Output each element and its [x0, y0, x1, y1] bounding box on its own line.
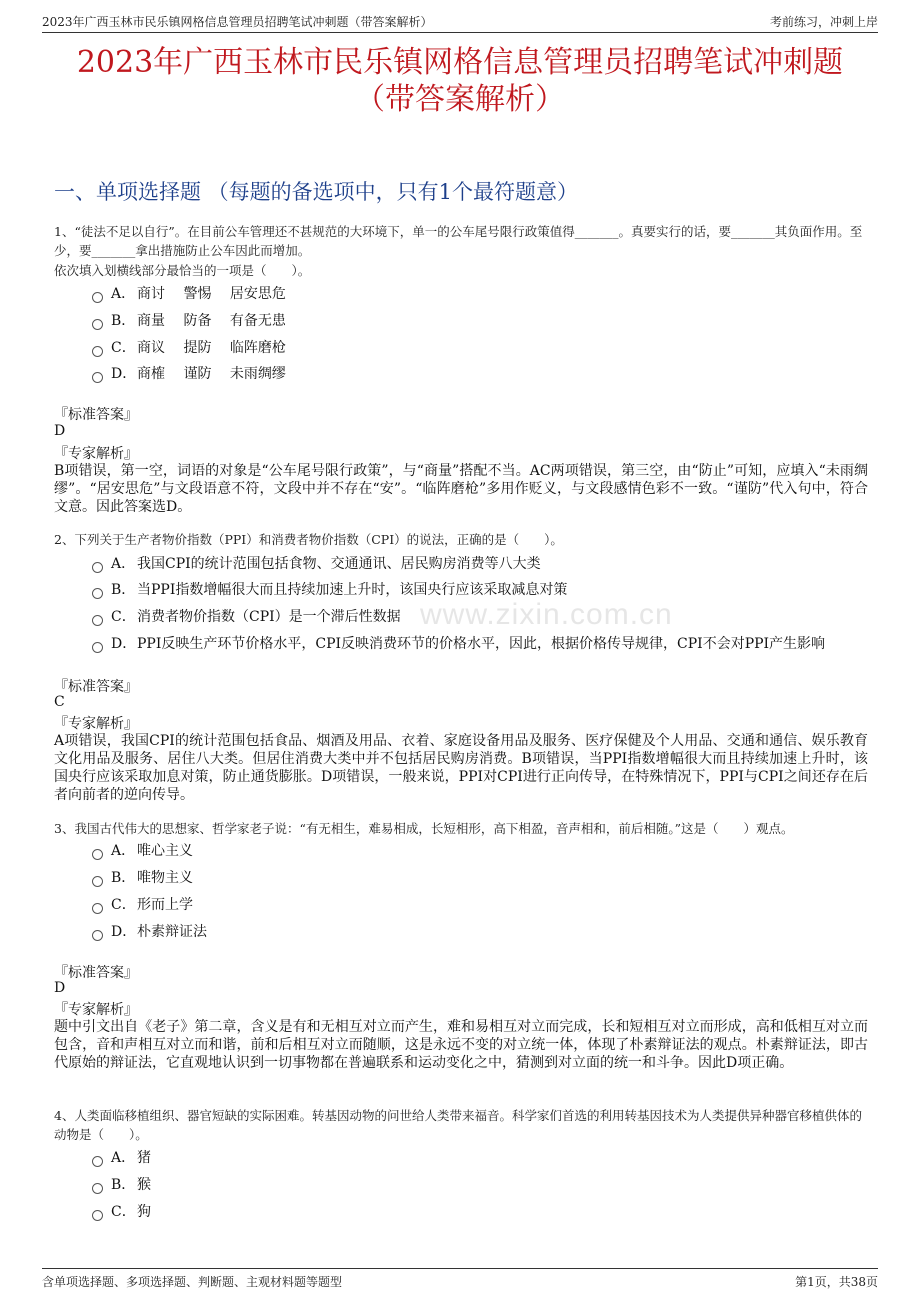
radio-icon[interactable] [92, 615, 103, 626]
radio-icon[interactable] [92, 903, 103, 914]
footer-rule [42, 1268, 878, 1269]
radio-icon[interactable] [92, 588, 103, 599]
question-2-analysis: A项错误，我国CPI的统计范围包括食品、烟酒及用品、衣着、家庭设备用品及服务、医疗保健及个人用品、交通和通信、娱乐教育文化用品及服务、居住八大类。但居住消费大类中并不包括居民购房消费。B项错误，当PPI指数增幅很大而且持续加速上升时，该国央行应该采取加息对策，防止通货膨胀。D项错误，一般来说，PPI对CPI进行正向传导，在特殊情况下，PPI与CPI之间还存在后者向前者的逆向传导。 [54, 733, 868, 803]
question-1-stem: 1、“徒法不足以自行”。在目前公车管理还不甚规范的大环境下，单一的公车尾号限行政策值得_______。真要实行的话，要_______其负面作用。至少，要_______拿出措施防止公车因此而增加。 [54, 224, 863, 258]
question-3-stem: 3、我国古代伟大的思想家、哲学家老子说：“有无相生，难易相成，长短相形，高下相盈，音声相和，前后相随。”这是（ ）观点。 [54, 821, 794, 836]
radio-icon[interactable] [92, 319, 103, 330]
question-3-option-d[interactable]: D．朴素辩证法 [92, 921, 207, 941]
question-4-option-c[interactable]: C．狗 [92, 1201, 151, 1221]
question-1-option-a[interactable]: A． 商讨 警惕 居安思危 [92, 283, 286, 303]
question-3-answer: D [54, 980, 66, 996]
question-2-analysis-label: 『专家解析』 [54, 716, 138, 732]
footer-page-number: 第1页，共38页 [795, 1275, 878, 1289]
question-2-stem: 2、下列关于生产者物价指数（PPI）和消费者物价指数（CPI）的说法，正确的是（ ）。 [54, 532, 563, 547]
radio-icon[interactable] [92, 1156, 103, 1167]
question-3-option-c[interactable]: C．形而上学 [92, 894, 193, 914]
question-2-answer: C [54, 694, 65, 710]
question-1-answer-label: 『标准答案』 [54, 407, 138, 423]
watermark: www.zixin.com.cn [420, 598, 673, 631]
question-3-option-a[interactable]: A． 唯心主义 [92, 840, 193, 860]
radio-icon[interactable] [92, 849, 103, 860]
radio-icon[interactable] [92, 346, 103, 357]
question-2-option-c[interactable]: C．消费者物价指数（CPI）是一个滞后性数据 [92, 606, 401, 626]
question-2-option-b[interactable]: B． 当PPI指数增幅很大而且持续加速上升时，该国央行应该采取减息对策 [92, 579, 567, 599]
radio-icon[interactable] [92, 372, 103, 383]
section-heading: 一、单项选择题 （每题的备选项中，只有1个最符题意） [54, 180, 579, 204]
radio-icon[interactable] [92, 1183, 103, 1194]
page-title: 2023年广西玉林市民乐镇网格信息管理员招聘笔试冲刺题（带答案解析） [76, 45, 844, 117]
question-2-option-d[interactable]: D．PPI反映生产环节价格水平，CPI反映消费环节的价格水平，因此，根据价格传导规律，CPI不会对PPI产生影响 [92, 633, 825, 653]
question-3-analysis: 题中引文出自《老子》第二章，含义是有和无相互对立而产生，难和易相互对立而完成，长和短相互对立而形成，高和低相互对立而包含，音和声相互对立而和谐，前和后相互对立而随顺，这是永远不变的对立统一体，体现了朴素辩证法的观点。朴素辩证法，即古代原始的辩证法，它直观地认识到一切事物都在普遍联系和运动变化之中，猜测到对立面的统一和斗争。因此D项正确。 [54, 1019, 868, 1071]
question-1-option-c[interactable]: C．商议 提防 临阵磨枪 [92, 337, 286, 357]
radio-icon[interactable] [92, 876, 103, 887]
question-4-option-a[interactable]: A． 猪 [92, 1147, 151, 1167]
radio-icon[interactable] [92, 292, 103, 303]
question-1-instruction: 依次填入划横线部分最恰当的一项是（ ）。 [54, 263, 311, 278]
header-doc-title: 2023年广西玉林市民乐镇网格信息管理员招聘笔试冲刺题（带答案解析） [42, 15, 433, 29]
question-1-analysis: B项错误，第一空，词语的对象是“公车尾号限行政策”，与“商量”搭配不当。AC两项错误，第三空，由“防止”可知，应填入“未雨绸缪”。“居安思危”与文段语意不符，文段中并不存在“安”。“临阵磨枪”多用作贬义，与文段感情色彩不一致。“谨防”代入句中，符合文意。因此答案选D。 [54, 463, 868, 515]
radio-icon[interactable] [92, 930, 103, 941]
question-2-answer-label: 『标准答案』 [54, 679, 138, 695]
question-4-stem: 4、人类面临移植组织、器官短缺的实际困难。转基因动物的问世给人类带来福音。科学家们首选的利用转基因技术为人类提供异种器官移植供体的动物是（ ）。 [54, 1108, 862, 1142]
question-1-answer: D [54, 423, 66, 439]
radio-icon[interactable] [92, 642, 103, 653]
question-3-answer-label: 『标准答案』 [54, 965, 138, 981]
question-3-analysis-label: 『专家解析』 [54, 1002, 138, 1018]
question-3-option-b[interactable]: B． 唯物主义 [92, 867, 193, 887]
radio-icon[interactable] [92, 562, 103, 573]
question-1-analysis-label: 『专家解析』 [54, 446, 138, 462]
header-rule [42, 32, 878, 33]
question-1-option-b[interactable]: B． 商量 防备 有备无患 [92, 310, 286, 330]
question-2-option-a[interactable]: A． 我国CPI的统计范围包括食物、交通通讯、居民购房消费等八大类 [92, 553, 541, 573]
header-slogan: 考前练习，冲刺上岸 [769, 15, 878, 29]
footer-question-types: 含单项选择题、多项选择题、判断题、主观材料题等题型 [42, 1275, 343, 1289]
question-4-option-b[interactable]: B． 猴 [92, 1174, 151, 1194]
radio-icon[interactable] [92, 1210, 103, 1221]
question-1-option-d[interactable]: D．商榷 谨防 未雨绸缪 [92, 363, 286, 383]
